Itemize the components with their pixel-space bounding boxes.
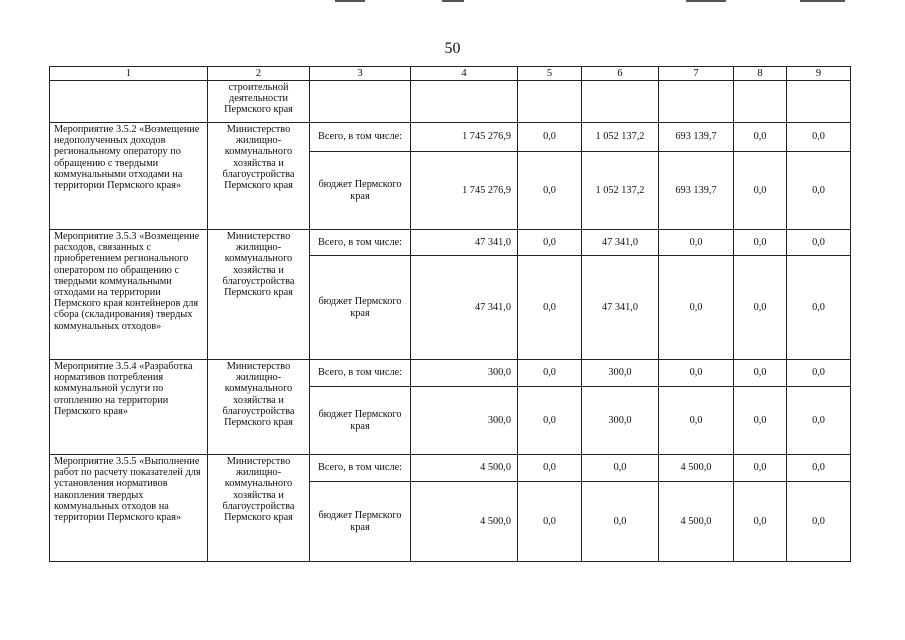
- table-row-total: [50, 360, 851, 387]
- page-number: 50: [444, 40, 461, 57]
- amount-cell: 4 500,0: [411, 482, 518, 562]
- amount-cell: 1 745 276,9: [411, 123, 518, 152]
- amount-cell: 0,0: [518, 387, 582, 455]
- funding-source-cell: Всего, в том числе:: [310, 230, 411, 256]
- amount-cell: 1 052 137,2: [582, 123, 659, 152]
- empty-cell: [411, 81, 518, 123]
- event-name-cell: Мероприятие 3.5.4 «Разработка нормативов потребления коммунальной услуги по отоплению на территории Пермского края»: [50, 360, 208, 455]
- amount-cell: 1 052 137,2: [582, 152, 659, 230]
- empty-cell: [310, 81, 411, 123]
- amount-cell: 693 139,7: [659, 152, 734, 230]
- funding-source-cell: Всего, в том числе:: [310, 123, 411, 152]
- empty-cell: [659, 81, 734, 123]
- amount-cell: 0,0: [518, 230, 582, 256]
- budget-table: [49, 66, 851, 562]
- table-row-total: [50, 230, 851, 256]
- column-header: 3: [310, 67, 411, 81]
- amount-cell: 0,0: [734, 256, 787, 360]
- table-row-total: [50, 455, 851, 482]
- amount-cell: 0,0: [518, 360, 582, 387]
- amount-cell: 0,0: [734, 482, 787, 562]
- amount-cell: 0,0: [787, 455, 851, 482]
- amount-cell: 0,0: [518, 482, 582, 562]
- amount-cell: 47 341,0: [582, 230, 659, 256]
- amount-cell: 4 500,0: [659, 482, 734, 562]
- amount-cell: 47 341,0: [411, 256, 518, 360]
- column-header: 4: [411, 67, 518, 81]
- column-header: 5: [518, 67, 582, 81]
- scan-edge-marks: [0, 0, 905, 4]
- event-name-cell: Мероприятие 3.5.5 «Выполнение работ по расчету показателей для установления нормативов накопления твердых коммунальных отходов на территории Пермского края»: [50, 455, 208, 562]
- funding-source-cell: бюджет Пермского края: [310, 482, 411, 562]
- funding-source-cell: Всего, в том числе:: [310, 360, 411, 387]
- amount-cell: 0,0: [518, 152, 582, 230]
- ministry-cell: строительной деятельности Пермского края: [208, 81, 310, 123]
- amount-cell: 0,0: [734, 455, 787, 482]
- amount-cell: 4 500,0: [659, 455, 734, 482]
- amount-cell: 0,0: [659, 387, 734, 455]
- amount-cell: 0,0: [787, 152, 851, 230]
- amount-cell: 0,0: [734, 152, 787, 230]
- amount-cell: 1 745 276,9: [411, 152, 518, 230]
- empty-cell: [787, 81, 851, 123]
- funding-source-cell: бюджет Пермского края: [310, 256, 411, 360]
- table-row-total: [50, 123, 851, 152]
- event-name-cell: Мероприятие 3.5.3 «Возмещение расходов, связанных с приобретением регионального оператором по обращению с твердыми коммунальными отходами на территории Пермского края контейнеров для сбора (складирования) твердых коммунальных отходов»: [50, 230, 208, 360]
- event-name-cell: Мероприятие 3.5.2 «Возмещение недополученных доходов региональному оператору по обращению с твердыми коммунальными отходами на территории Пермского края»: [50, 123, 208, 230]
- amount-cell: 300,0: [582, 360, 659, 387]
- ministry-cell: Министерство жилищно-коммунального хозяйства и благоустройства Пермского края: [208, 230, 310, 360]
- ministry-cell: Министерство жилищно-коммунального хозяйства и благоустройства Пермского края: [208, 123, 310, 230]
- amount-cell: 300,0: [582, 387, 659, 455]
- column-header: 1: [50, 67, 208, 81]
- amount-cell: 0,0: [787, 123, 851, 152]
- amount-cell: 300,0: [411, 360, 518, 387]
- amount-cell: 0,0: [734, 360, 787, 387]
- amount-cell: 0,0: [734, 230, 787, 256]
- amount-cell: 47 341,0: [411, 230, 518, 256]
- amount-cell: 0,0: [787, 387, 851, 455]
- funding-source-cell: Всего, в том числе:: [310, 455, 411, 482]
- column-header: 8: [734, 67, 787, 81]
- amount-cell: 0,0: [787, 256, 851, 360]
- amount-cell: 0,0: [518, 256, 582, 360]
- column-header: 7: [659, 67, 734, 81]
- empty-cell: [582, 81, 659, 123]
- amount-cell: 300,0: [411, 387, 518, 455]
- empty-cell: [734, 81, 787, 123]
- amount-cell: 0,0: [787, 230, 851, 256]
- empty-cell: [50, 81, 208, 123]
- column-header: 2: [208, 67, 310, 81]
- amount-cell: 0,0: [787, 482, 851, 562]
- amount-cell: 0,0: [582, 482, 659, 562]
- amount-cell: 693 139,7: [659, 123, 734, 152]
- funding-source-cell: бюджет Пермского края: [310, 152, 411, 230]
- amount-cell: 0,0: [518, 455, 582, 482]
- funding-source-cell: бюджет Пермского края: [310, 387, 411, 455]
- amount-cell: 0,0: [734, 387, 787, 455]
- amount-cell: 4 500,0: [411, 455, 518, 482]
- amount-cell: 0,0: [659, 256, 734, 360]
- amount-cell: 0,0: [787, 360, 851, 387]
- amount-cell: 47 341,0: [582, 256, 659, 360]
- amount-cell: 0,0: [659, 360, 734, 387]
- column-number-row: [50, 67, 851, 81]
- ministry-cell: Министерство жилищно-коммунального хозяйства и благоустройства Пермского края: [208, 455, 310, 562]
- empty-cell: [518, 81, 582, 123]
- ministry-cell: Министерство жилищно-коммунального хозяйства и благоустройства Пермского края: [208, 360, 310, 455]
- amount-cell: 0,0: [734, 123, 787, 152]
- column-header: 9: [787, 67, 851, 81]
- amount-cell: 0,0: [659, 230, 734, 256]
- amount-cell: 0,0: [582, 455, 659, 482]
- amount-cell: 0,0: [518, 123, 582, 152]
- column-header: 6: [582, 67, 659, 81]
- continuation-row: [50, 81, 851, 123]
